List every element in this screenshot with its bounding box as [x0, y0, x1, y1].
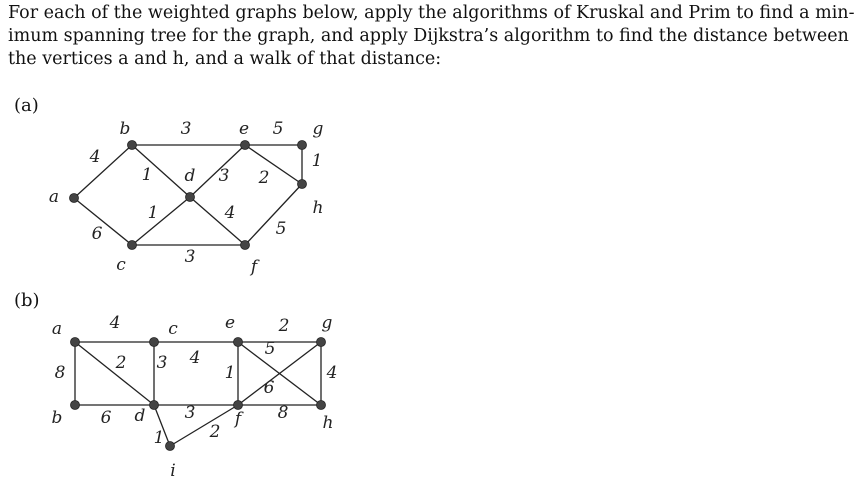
weight-i-f: 2 [209, 422, 221, 442]
edge-i-f [170, 405, 238, 446]
weight-a-b: 8 [54, 363, 66, 383]
vertex-label-d: d [134, 406, 146, 426]
weight-a-b: 4 [89, 147, 101, 167]
statement-line-2: imum spanning tree for the graph, and apply Dijkstra’s algorithm to find the distance between [8, 26, 849, 46]
vertex-label-g: g [312, 119, 324, 139]
weight-g-h: 4 [326, 363, 338, 383]
edge-d-e [190, 145, 245, 197]
vertex-label-f: f [234, 409, 242, 429]
vertex-a [71, 338, 80, 347]
vertex-label-b: b [51, 408, 63, 428]
vertex-c [128, 241, 137, 250]
edge-a-c [74, 198, 132, 245]
weight-b-e: 3 [180, 119, 192, 139]
edge-c-d [132, 197, 190, 245]
vertex-label-h: h [322, 413, 334, 433]
weight-e-h: 5 [264, 339, 276, 359]
weight-e-g: 2 [278, 316, 290, 336]
weight-c-d: 3 [156, 353, 168, 373]
edge-f-h [245, 184, 302, 245]
weight-b-d: 6 [100, 408, 112, 428]
part-a-label: (a) [14, 95, 39, 116]
vertex-c [150, 338, 159, 347]
weight-g-f: 6 [263, 378, 275, 398]
statement-line-1: For each of the weighted graphs below, apply the algorithms of Kruskal and Prim to find a min- [8, 3, 855, 23]
weight-c-d: 1 [147, 203, 159, 223]
graph-a [49, 119, 324, 277]
weight-a-d: 2 [115, 353, 127, 373]
edge-a-d [75, 342, 154, 405]
vertex-d [186, 193, 195, 202]
weight-d-e: 3 [218, 166, 230, 186]
vertex-g [298, 141, 307, 150]
vertex-h [317, 401, 326, 410]
weight-d-i: 1 [153, 428, 165, 448]
edge-a-b [74, 145, 132, 198]
vertex-f [241, 241, 250, 250]
vertex-i [166, 442, 175, 451]
edge-d-f [190, 197, 245, 245]
weight-c-e: 4 [189, 348, 201, 368]
weight-f-h: 8 [277, 403, 289, 423]
part-b-label: (b) [14, 290, 40, 311]
weight-a-c: 4 [109, 313, 121, 333]
vertex-a [70, 194, 79, 203]
vertex-label-e: e [224, 313, 236, 333]
weight-e-f: 1 [224, 363, 236, 383]
weight-g-h: 1 [311, 151, 323, 171]
edge-e-h [245, 145, 302, 184]
vertex-label-g: g [321, 313, 333, 333]
vertex-label-a: a [51, 319, 63, 339]
vertex-label-e: e [238, 119, 250, 139]
weight-e-g: 5 [272, 119, 284, 139]
weight-d-f: 3 [184, 403, 196, 423]
weight-a-c: 6 [91, 224, 103, 244]
vertex-e [241, 141, 250, 150]
vertex-label-b: b [119, 119, 131, 139]
weight-e-h: 2 [258, 168, 270, 188]
vertex-label-f: f [250, 257, 258, 277]
vertex-label-c: c [168, 319, 178, 339]
vertex-b [128, 141, 137, 150]
statement-line-3: the vertices a and h, and a walk of that distance: [8, 49, 442, 69]
vertex-label-i: i [170, 461, 176, 481]
vertex-label-h: h [312, 198, 324, 218]
vertex-label-c: c [116, 255, 126, 275]
vertex-g [317, 338, 326, 347]
vertex-e [234, 338, 243, 347]
weight-b-d: 1 [141, 165, 153, 185]
vertex-b [71, 401, 80, 410]
graph-b [52, 313, 338, 481]
vertex-label-d: d [184, 166, 196, 186]
vertex-h [298, 180, 307, 189]
weight-d-f: 4 [224, 203, 236, 223]
vertex-label-a: a [48, 187, 60, 207]
vertex-d [150, 401, 159, 410]
weight-c-f: 3 [184, 247, 196, 267]
weight-f-h: 5 [275, 219, 287, 239]
